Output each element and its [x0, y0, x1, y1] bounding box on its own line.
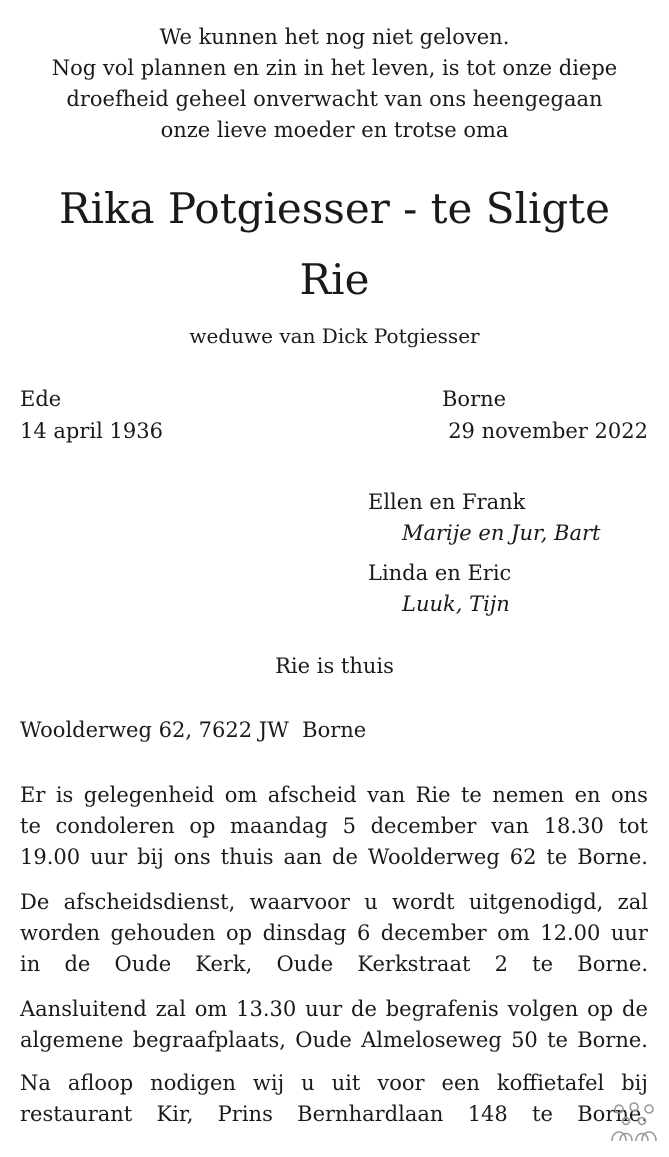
word: Borne. — [577, 845, 648, 869]
word: begraafplaats, — [132, 1028, 286, 1052]
word: 18.30 — [543, 814, 604, 838]
word: uit — [331, 1071, 361, 1095]
word: op — [587, 997, 614, 1021]
word: algemene — [20, 1028, 124, 1052]
word: wij — [252, 1071, 285, 1095]
word: te — [547, 1028, 568, 1052]
word: 5 — [342, 814, 356, 838]
word: afloop — [67, 1071, 134, 1095]
word: op — [226, 921, 253, 945]
word: uur — [90, 845, 128, 869]
word: zal — [617, 890, 648, 914]
word: de — [351, 997, 377, 1021]
word: maandag — [230, 814, 328, 838]
paragraph-line — [20, 994, 648, 1025]
paragraph-line — [20, 780, 648, 811]
word: dinsdag — [262, 921, 347, 945]
paragraph-line — [20, 1068, 648, 1099]
condolence-paragraph — [20, 780, 648, 873]
word: u — [364, 890, 378, 914]
word: waarvoor — [249, 890, 350, 914]
death-place: Borne — [442, 387, 507, 411]
word: 6 — [356, 921, 371, 945]
word: nemen — [492, 783, 565, 807]
intro-line: Nog vol plannen en zin in het leven, is tot onze diepe — [51, 56, 618, 80]
deceased-nickname: Rie — [299, 255, 370, 304]
word: worden — [20, 921, 101, 945]
deceased-name: Rika Potgiesser - te Sligte — [58, 184, 611, 233]
family-children: Marije en Jur, Bart — [402, 521, 601, 545]
word: de — [622, 997, 648, 1021]
intro-text — [0, 22, 669, 146]
word: uur — [610, 921, 648, 945]
word: 12.00 — [540, 921, 601, 945]
word: uur — [305, 997, 343, 1021]
word: tot — [618, 814, 648, 838]
word: te — [460, 783, 482, 807]
word: Aansluitend — [20, 997, 147, 1021]
paragraph-line: restaurant Kir, Prins Bernhardlaan 148 te Borne. — [20, 1102, 648, 1126]
word: 13.30 — [236, 997, 297, 1021]
word: volgen — [507, 997, 579, 1021]
word: wordt — [392, 890, 455, 914]
word: De — [20, 890, 50, 914]
word: 62 — [509, 845, 537, 869]
word: om — [194, 997, 228, 1021]
word: december — [380, 921, 487, 945]
word: december — [370, 814, 477, 838]
paragraph-line — [20, 887, 648, 918]
word: op — [189, 814, 216, 838]
word: te — [20, 814, 41, 838]
birth-date: 14 april 1936 — [20, 419, 163, 443]
word: 50 — [511, 1028, 538, 1052]
word: om — [497, 921, 530, 945]
paragraph-line — [20, 811, 648, 842]
word: zal — [155, 997, 186, 1021]
word: om — [224, 783, 258, 807]
word: bij — [137, 845, 164, 869]
word: van — [367, 783, 406, 807]
word: thuis — [220, 845, 274, 869]
intro-line: We kunnen het nog niet geloven. — [159, 25, 510, 49]
burial-paragraph — [20, 994, 648, 1056]
word: Borne. — [577, 1028, 648, 1052]
word: een — [441, 1071, 480, 1095]
word: Na — [20, 1071, 51, 1095]
word: afscheidsdienst, — [63, 890, 236, 914]
word: van — [491, 814, 530, 838]
paragraph-line — [20, 918, 648, 949]
intro-line: onze lieve moeder en trotse oma — [160, 118, 509, 142]
reception-paragraph — [20, 1068, 648, 1130]
word: u — [301, 1071, 315, 1095]
intro-line: droefheid geheel onverwacht van ons heengegaan — [66, 87, 603, 111]
word: bij — [621, 1071, 648, 1095]
word: Almeloseweg — [361, 1028, 502, 1052]
people-group-icon — [606, 1101, 662, 1145]
paragraph-line — [20, 842, 648, 873]
word: te — [546, 845, 568, 869]
word: Er — [20, 783, 46, 807]
widow-of: weduwe van Dick Potgiesser — [189, 324, 480, 348]
word: ons — [173, 845, 211, 869]
word: condoleren — [55, 814, 175, 838]
word: begrafenis — [385, 997, 499, 1021]
word: afscheid — [267, 783, 357, 807]
family-children: Luuk, Tijn — [402, 592, 510, 616]
word: gelegenheid — [83, 783, 215, 807]
paragraph-line — [20, 1025, 648, 1056]
word: Oude — [295, 1028, 352, 1052]
word: gehouden — [110, 921, 216, 945]
word: Rie — [415, 783, 451, 807]
word: nodigen — [150, 1071, 236, 1095]
family-names: Linda en Eric — [368, 561, 512, 585]
word: koffietafel — [496, 1071, 605, 1095]
service-paragraph — [20, 887, 648, 980]
death-date: 29 november 2022 — [448, 419, 648, 443]
word: de — [332, 845, 358, 869]
home-address: Woolderweg 62, 7622 JW Borne — [20, 718, 367, 742]
family-names: Ellen en Frank — [368, 490, 526, 514]
birth-place: Ede — [20, 387, 62, 411]
word: aan — [283, 845, 323, 869]
word: uitgenodigd, — [468, 890, 604, 914]
word: ons — [611, 783, 648, 807]
word: 19.00 — [20, 845, 81, 869]
word: en — [574, 783, 601, 807]
word: is — [55, 783, 74, 807]
paragraph-line: in de Oude Kerk, Oude Kerkstraat 2 te Borne. — [20, 952, 648, 976]
word: Woolderweg — [367, 845, 500, 869]
word: voor — [377, 1071, 425, 1095]
home-note: Rie is thuis — [275, 654, 394, 678]
